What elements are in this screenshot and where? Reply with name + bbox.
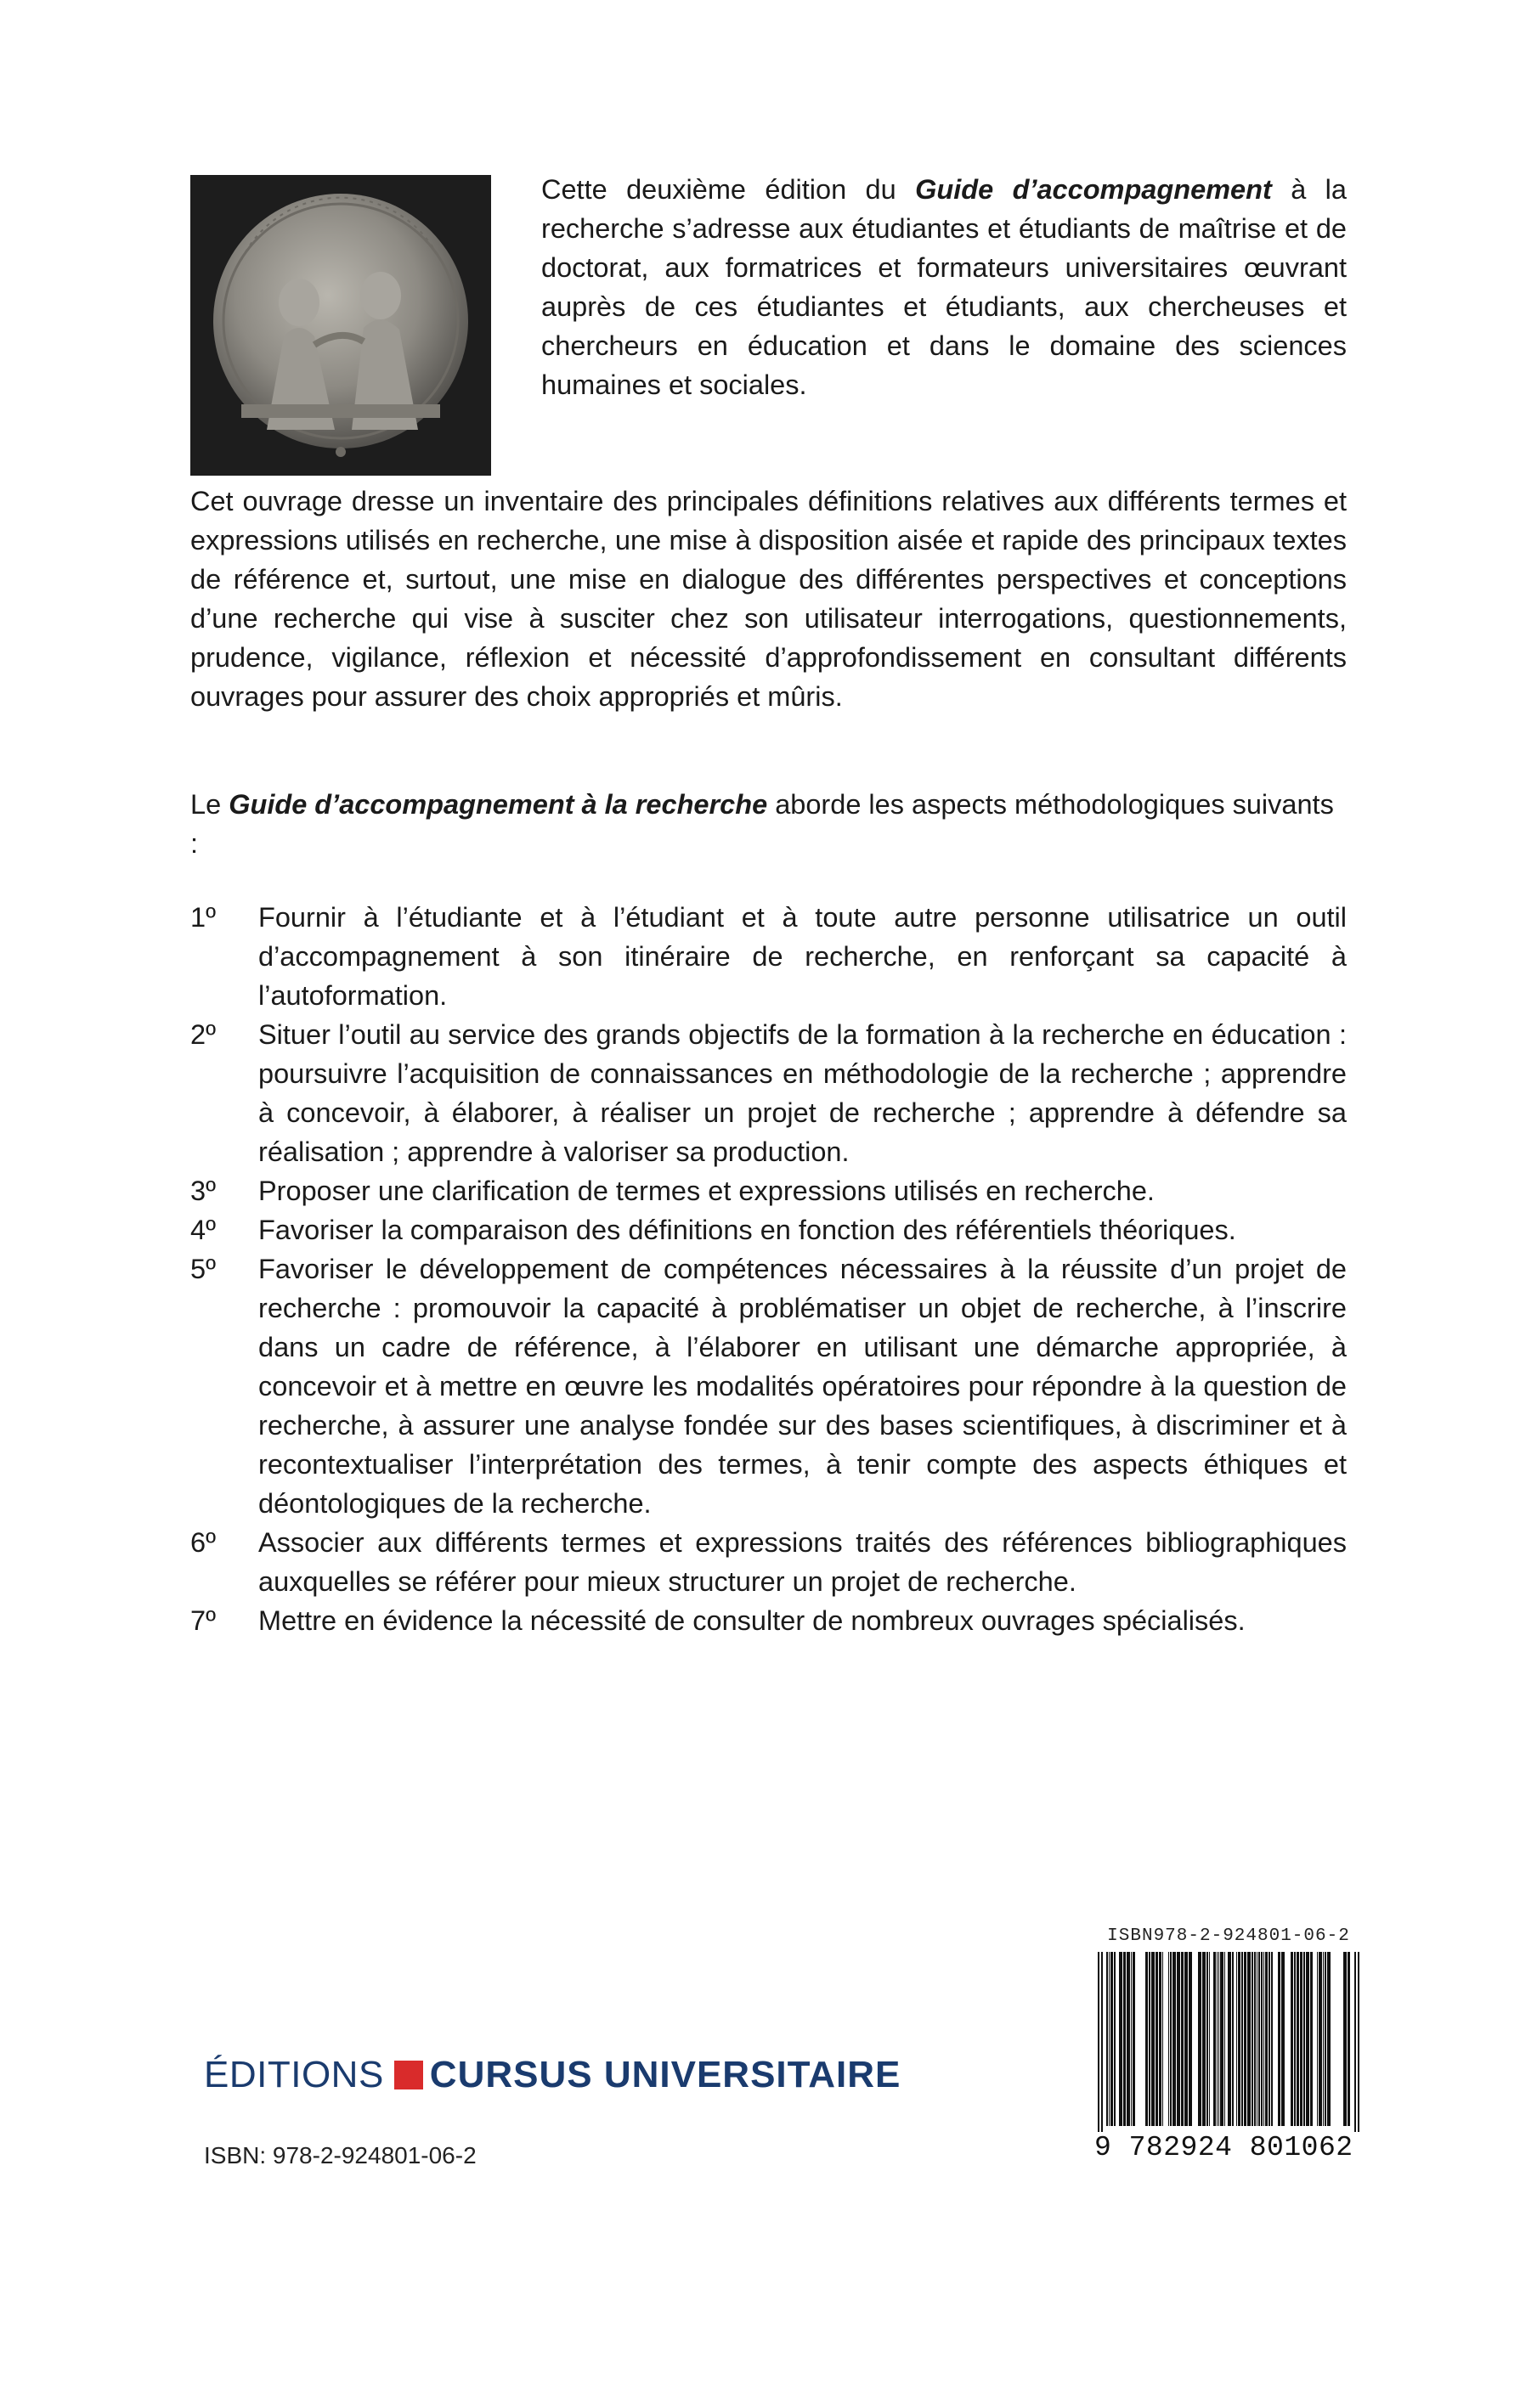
barcode-bar bbox=[1238, 1952, 1240, 2126]
bronze-medal-icon bbox=[190, 175, 491, 476]
barcode-bar bbox=[1109, 1952, 1110, 2126]
barcode-bar bbox=[1343, 1952, 1347, 2126]
barcode-bar bbox=[1119, 1952, 1122, 2126]
barcode-bar bbox=[1252, 1952, 1253, 2126]
barcode-guard-bar bbox=[1101, 1952, 1103, 2132]
list-item bbox=[190, 1523, 1347, 1601]
list-text: Fournir à l’étudiante et à l’étudiant et à toute autre personne utilisatrice un outil d’accompagnement à son itinéraire de recherche, en renforçant sa capacité à l’autoformation. bbox=[258, 902, 1347, 1011]
barcode-guard-bar bbox=[1354, 1952, 1356, 2132]
barcode-bar bbox=[1228, 1952, 1231, 2126]
list-item bbox=[190, 1601, 1347, 1640]
barcode-bar bbox=[1300, 1952, 1302, 2126]
barcode-bar bbox=[1232, 1952, 1234, 2126]
barcode-bar bbox=[1162, 1952, 1163, 2126]
barcode-bar bbox=[1168, 1952, 1169, 2126]
barcode-bar bbox=[1156, 1952, 1158, 2126]
barcode-bar bbox=[1181, 1952, 1184, 2126]
logo-square-icon bbox=[394, 2061, 423, 2089]
list-item bbox=[190, 1249, 1347, 1523]
barcode-bar bbox=[1306, 1952, 1309, 2126]
intro-text-end: à la recherche s’adresse aux étudiantes et étudiants de maîtrise et de doctorat, aux formatrices et formateurs universitaires œuvrant auprès de ces étudiantes et étudiants, aux chercheuses et chercheurs en éducation et dans le domaine des sciences humaines et sociales. bbox=[541, 174, 1347, 400]
list-item bbox=[190, 1171, 1347, 1210]
publisher-logo bbox=[204, 2054, 901, 2096]
list-number: 2º bbox=[190, 1019, 216, 1050]
list-text: Favoriser la comparaison des définitions en fonction des référentiels théoriques. bbox=[258, 1215, 1236, 1245]
barcode-bar bbox=[1220, 1952, 1223, 2126]
list-number: 7º bbox=[190, 1605, 216, 1636]
list-number: 3º bbox=[190, 1176, 216, 1206]
barcode-bar bbox=[1323, 1952, 1324, 2126]
barcode-bar bbox=[1236, 1952, 1237, 2126]
lead-text-start: Le bbox=[190, 789, 229, 820]
list-text: Favoriser le développement de compétences nécessaires à la réussite d’un projet de recherche : promouvoir la capacité à problématiser un objet de recherche, à l’inscrire dans un cadre de référence, à l’élaborer en utilisant une démarche appropriée, à concevoir et à mettre en œuvre les modalités opératoires pour répondre à la question de recherche, à assurer une analyse fondée sur des bases scientifiques, à discriminer et à recontextualiser l’interprétation des termes, à tenir compte des aspects éthiques et déontologiques de la recherche. bbox=[258, 1254, 1347, 1519]
barcode-bar bbox=[1209, 1952, 1210, 2126]
barcode-bars bbox=[1094, 1952, 1363, 2132]
lead-book-title: Guide d’accompagnement à la recherche bbox=[229, 789, 768, 820]
barcode-bar bbox=[1297, 1952, 1299, 2126]
barcode-bar bbox=[1278, 1952, 1280, 2126]
barcode-bar bbox=[1317, 1952, 1318, 2126]
barcode-bar bbox=[1202, 1952, 1206, 2126]
barcode-digits: 9 782924 801062 bbox=[1094, 2132, 1353, 2163]
isbn-text: ISBN: 978-2-924801-06-2 bbox=[204, 2142, 477, 2168]
list-text: Situer l’outil au service des grands objectifs de la formation à la recherche en éducation : poursuivre l’acquisition de connaissances en méthodologie de la recherche ; apprendre à concevoir, à élaborer, à réaliser un projet de recherche ; apprendre à défendre sa réalisation ; apprendre à valoriser sa production. bbox=[258, 1019, 1347, 1167]
barcode-bar bbox=[1310, 1952, 1313, 2126]
barcode-isbn-label: ISBN978-2-924801-06-2 bbox=[1107, 1926, 1350, 1946]
list-text: Associer aux différents termes et expressions traités des références bibliographiques auxquelles se référer pour mieux structurer un projet de recherche. bbox=[258, 1527, 1347, 1597]
list-number: 1º bbox=[190, 902, 216, 933]
medal-image bbox=[190, 175, 491, 476]
list-text: Mettre en évidence la nécessité de consulter de nombreux ouvrages spécialisés. bbox=[258, 1605, 1246, 1636]
barcode-bar bbox=[1149, 1952, 1150, 2126]
barcode-bar bbox=[1114, 1952, 1116, 2126]
barcode-bar bbox=[1258, 1952, 1260, 2126]
barcode-bar bbox=[1241, 1952, 1243, 2126]
barcode-bar bbox=[1206, 1952, 1208, 2126]
barcode-bar bbox=[1294, 1952, 1296, 2126]
barcode-bar bbox=[1291, 1952, 1293, 2126]
barcode-bar bbox=[1271, 1952, 1273, 2126]
barcode-bar bbox=[1198, 1952, 1201, 2126]
barcode-bar bbox=[1213, 1952, 1216, 2126]
intro-book-title: Guide d’accompagnement bbox=[915, 174, 1272, 205]
barcode-bar bbox=[1172, 1952, 1176, 2126]
inventory-paragraph: Cet ouvrage dresse un inventaire des principales définitions relatives aux différents termes et expressions utilisés en recherche, une mise à disposition aisée et rapide des principaux textes de référence et, surtout, une mise en dialogue des différentes perspectives et conceptions d’une recherche qui vise à susciter chez son utilisateur interrogations, questionnements, prudence, vigilance, réflexion et nécessité d’approfondissement en consultant différents ouvrages pour assurer des choix appropriés et mûris. bbox=[190, 486, 1347, 712]
barcode-bar bbox=[1265, 1952, 1268, 2126]
barcode-bar bbox=[1319, 1952, 1322, 2126]
intro-text-start: Cette deuxième édition du bbox=[541, 174, 916, 205]
list-item bbox=[190, 1015, 1347, 1171]
barcode-bar bbox=[1327, 1952, 1331, 2126]
barcode-bar bbox=[1131, 1952, 1132, 2126]
barcode-bar bbox=[1261, 1952, 1263, 2126]
lead-text-end: aborde les aspects méthodologiques suivants : bbox=[190, 789, 1334, 859]
barcode-bar bbox=[1123, 1952, 1126, 2126]
logo-publisher-name: CURSUS UNIVERSITAIRE bbox=[429, 2054, 901, 2095]
barcode-bar bbox=[1159, 1952, 1161, 2126]
barcode-bar bbox=[1145, 1952, 1148, 2126]
barcode-bar bbox=[1303, 1952, 1305, 2126]
objectives-list bbox=[190, 898, 1347, 1640]
barcode-guard-bar bbox=[1098, 1952, 1099, 2132]
list-number: 5º bbox=[190, 1254, 216, 1284]
barcode-guard-bar bbox=[1358, 1952, 1359, 2132]
barcode-bar bbox=[1244, 1952, 1246, 2126]
barcode-bar bbox=[1151, 1952, 1155, 2126]
barcode-bar bbox=[1217, 1952, 1218, 2126]
barcode-bar bbox=[1348, 1952, 1350, 2126]
list-number: 4º bbox=[190, 1215, 216, 1245]
barcode-bar bbox=[1269, 1952, 1270, 2126]
logo-editions: ÉDITIONS bbox=[204, 2054, 384, 2095]
barcode-bar bbox=[1263, 1952, 1264, 2126]
barcode-bar bbox=[1177, 1952, 1180, 2126]
list-item bbox=[190, 1210, 1347, 1249]
list-item bbox=[190, 898, 1347, 1015]
barcode-bar bbox=[1218, 1952, 1219, 2126]
lead-paragraph bbox=[190, 785, 1347, 863]
intro-paragraph bbox=[541, 170, 1347, 404]
barcode-bar bbox=[1133, 1952, 1135, 2126]
barcode-bar bbox=[1224, 1952, 1225, 2126]
barcode-bar bbox=[1184, 1952, 1188, 2126]
list-text: Proposer une clarification de termes et expressions utilisés en recherche. bbox=[258, 1176, 1155, 1206]
barcode-bar bbox=[1110, 1952, 1113, 2126]
barcode-bar bbox=[1170, 1952, 1172, 2126]
barcode-bar bbox=[1127, 1952, 1130, 2126]
list-number: 6º bbox=[190, 1527, 216, 1558]
barcode bbox=[1094, 1926, 1363, 2173]
barcode-bar bbox=[1281, 1952, 1285, 2126]
barcode-bar bbox=[1325, 1952, 1326, 2126]
barcode-bar bbox=[1254, 1952, 1256, 2126]
barcode-bar bbox=[1106, 1952, 1108, 2126]
barcode-bar bbox=[1189, 1952, 1192, 2126]
barcode-bar bbox=[1247, 1952, 1251, 2126]
